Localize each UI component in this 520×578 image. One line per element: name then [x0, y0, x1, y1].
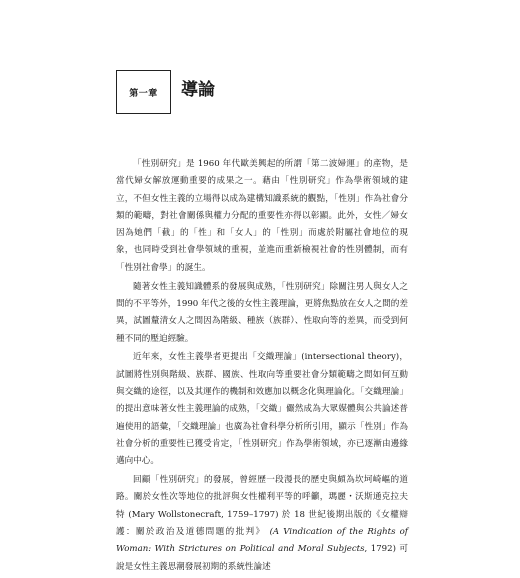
- chapter-title: 導論: [181, 80, 215, 100]
- paragraph: [116, 472, 408, 576]
- book-title-italic: (A Vindication of the Rights of Woman: With Strictures on Political and Moral Subjects: [116, 527, 408, 555]
- paragraph-tail: , 1792) 可說是女性主義思潮發展初期的系統性論述: [116, 544, 408, 572]
- paragraph: 隨著女性主義知識體系的發展與成熟，「性別研究」除關注男人與女人之間的不平等外，1990 年代之後的女性主義理論，更將焦點放在女人之間的差異，試圖釐清女人之間因為階級、種族（族群）、性取向等的差異，而受到何種不同的壓迫經驗。: [116, 281, 408, 344]
- body-text: [116, 156, 408, 578]
- chapter-number-box: [116, 70, 171, 114]
- paragraph: 「性別研究」是 1960 年代歐美興起的所謂「第二波婦運」的產物，是當代婦女解放運動重要的成果之一。藉由「性別研究」作為學術領域的建立，不但女性主義的立場得以成為建構知識系統的觀點，「性別」作為社會分類的範疇，對社會關係與權力分配的重要性亦得以彰顯。此外，女性／婦女因為她們「截」的「性」和「女人」的「性別」而處於附屬社會地位的現象，也同時受到社會學領域的重視，並進而重新檢視社會的性別體制，而有「性別社會學」的誕生。: [116, 159, 408, 273]
- chapter-number: 第一章: [129, 88, 158, 99]
- paragraph: 近年來，女性主義學者更提出「交織理論」(intersectional theory)，試圖將性別與階級、族群、國族、性取向等重要社會分類範疇之間如何互動與交織的途徑，以及其運作的機制和效應加以概念化與理論化。「交織理論」的提出意味著女性主義理論的成熟，「交織」儼然成為大眾媒體與公共論述普遍使用的語彙，「交織理論」也廣為社會科學分析所引用，顯示「性別」作為社會分析的重要性已獲受肯定，「性別研究」作為學術領域，亦已逐漸由邊緣邁向中心。: [116, 352, 408, 467]
- paragraph-text: 回顧「性別研究」的發展，曾經歷一段漫長的歷史與頗為坎坷崎嶇的道路。關於女性次等地位的批評與女性權利平等的呼籲，瑪麗・沃斯通克拉夫特 (Mary Wollstonecraft, 1759–1797) 於 18 世紀後期出版的《女權辯護：關於政治及道德問題的批判》: [116, 475, 408, 538]
